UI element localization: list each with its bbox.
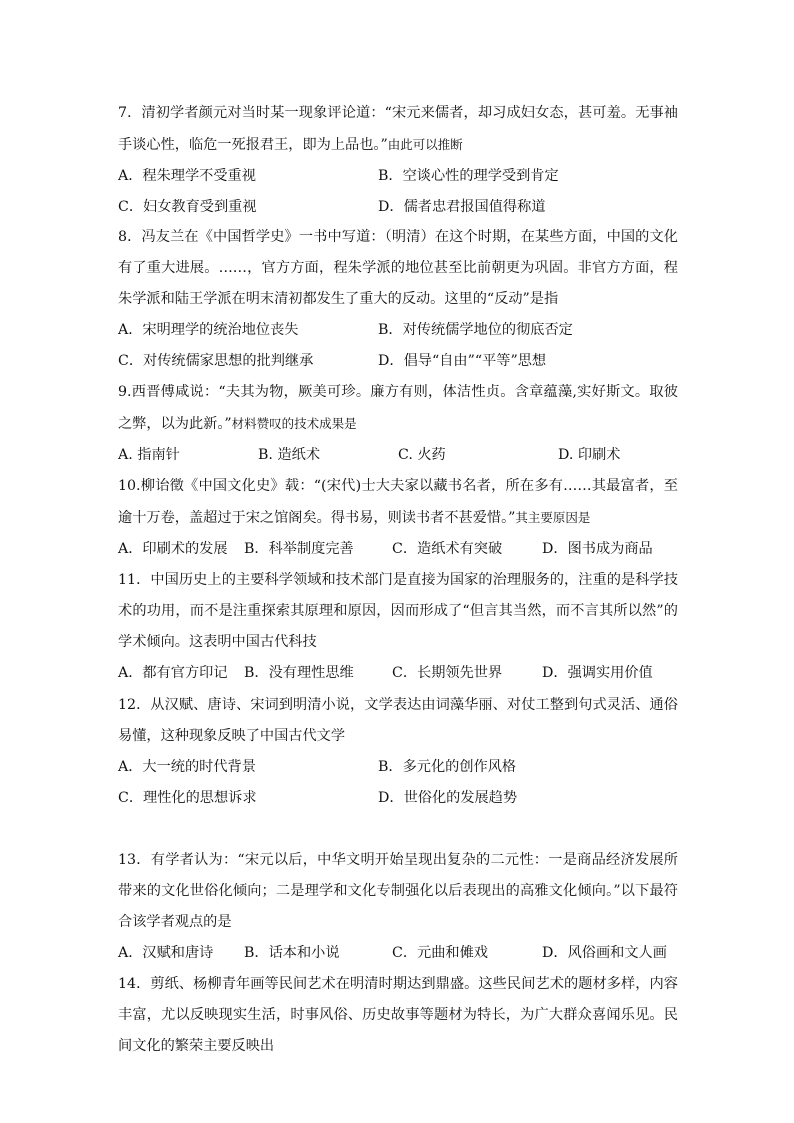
question-10 xyxy=(118,471,678,565)
option-a: A．都有官方印记 xyxy=(118,665,228,681)
question-14 xyxy=(118,969,678,1062)
question-stem-tail: 其主要原因是 xyxy=(515,510,591,525)
option-d: D．风俗画和文人画 xyxy=(542,945,667,961)
option-b: B. 造纸术 xyxy=(258,447,321,463)
option-b: B．科举制度完善 xyxy=(244,541,354,557)
option-c: C．元曲和傩戏 xyxy=(392,945,488,961)
question-11 xyxy=(118,565,678,689)
question-stem-tail: 材料赞叹的技术成果是 xyxy=(231,416,357,431)
options xyxy=(118,534,678,565)
question-9 xyxy=(118,377,678,471)
option-b: B．对传统儒学地位的彻底否定 xyxy=(378,322,573,338)
option-b: B．话本和小说 xyxy=(244,945,340,961)
question-12 xyxy=(118,690,678,814)
option-b: B．多元化的创作风格 xyxy=(378,759,517,775)
option-d: D．儒者忠君报国值得称道 xyxy=(378,199,546,215)
option-c: C．造纸术有突破 xyxy=(392,541,503,557)
option-a: A．宋明理学的统治地位丧失 xyxy=(118,322,299,338)
question-stem: 11．中国历史上的主要科学领域和技术部门是直接为国家的治理服务的，注重的是科学技术的功用，而不是注重探索其原理和原因，因而形成了“但言其当然，而不言其所以然”的学术倾向。这表明中国古代科技 xyxy=(118,572,678,650)
question-13 xyxy=(118,845,678,969)
question-stem-tail: 由此可以推断 xyxy=(387,137,463,152)
question-stem: 12．从汉赋、唐诗、宋词到明清小说，文学表达由词藻华丽、对仗工整到句式灵活、通俗易懂，这种现象反映了中国古代文学 xyxy=(118,697,678,744)
options xyxy=(118,658,678,689)
option-a: A．大一统的时代背景 xyxy=(118,759,256,775)
option-a: A．程朱理学不受重视 xyxy=(118,168,256,184)
question-stem: 9.西晋傅咸说：“夫其为物，厥美可珍。廉方有则，体洁性贞。含章蕴藻,实好斯文。取彼之弊，以为此新。” xyxy=(118,384,678,432)
question-stem: 14．剪纸、杨柳青年画等民间艺术在明清时期达到鼎盛。这些民间艺术的题材多样，内容丰富，尤以反映现实生活，时事风俗、历史故事等题材为特长，为广大群众喜闻乐见。民间文化的繁荣主要反映出 xyxy=(118,976,678,1054)
option-d: D．图书成为商品 xyxy=(542,541,653,557)
option-d: D．强调实用价值 xyxy=(542,665,653,681)
option-a: A．汉赋和唐诗 xyxy=(118,945,214,961)
options xyxy=(118,315,678,377)
question-7 xyxy=(118,98,678,223)
option-a: A. 指南针 xyxy=(118,447,180,463)
option-c: C．对传统儒家思想的批判继承 xyxy=(118,353,314,369)
option-d: D. 印刷术 xyxy=(558,447,621,463)
question-stem: 8．冯友兰在《中国哲学史》一书中写道：（明清）在这个时期，在某些方面，中国的文化有了重大进展。……，官方方面，程朱学派的地位甚至比前朝更为巩固。非官方方面，程朱学派和陆王学派在明末清初都发生了重大的反动。这里的“反动”是指 xyxy=(118,229,678,307)
option-c: C．妇女教育受到重视 xyxy=(118,199,257,215)
question-stem: 7．清初学者颜元对当时某一现象评论道：“宋元来儒者，却习成妇女态，甚可羞。无事袖手谈心性，临危一死报君王，即为上品也。” xyxy=(118,105,678,153)
question-8 xyxy=(118,222,678,377)
options xyxy=(118,440,678,471)
options xyxy=(118,938,678,969)
option-d: D．倡导“自由”“平等”思想 xyxy=(378,353,547,369)
options xyxy=(118,161,678,223)
option-c: C．理性化的思想诉求 xyxy=(118,790,257,806)
option-b: B．空谈心性的理学受到肯定 xyxy=(378,168,559,184)
option-c: C．长期领先世界 xyxy=(392,665,503,681)
option-d: D．世俗化的发展趋势 xyxy=(378,790,518,806)
question-stem: 10.柳诒徵《中国文化史》载：“(宋代)士大夫家以藏书名者，所在多有……其最富者，至逾十万卷，盖超过于宋之馆阁矣。得书易，则读书者不甚爱惜。” xyxy=(118,478,678,526)
options xyxy=(118,752,678,814)
option-c: C. 火药 xyxy=(398,447,446,463)
option-b: B．没有理性思维 xyxy=(244,665,354,681)
question-stem: 13．有学者认为：“宋元以后，中华文明开始呈现出复杂的二元性：一是商品经济发展所带来的文化世俗化倾向；二是理学和文化专制强化以后表现出的高雅文化倾向。”以下最符合该学者观点的是 xyxy=(118,852,678,930)
option-a: A．印刷术的发展 xyxy=(118,541,228,557)
